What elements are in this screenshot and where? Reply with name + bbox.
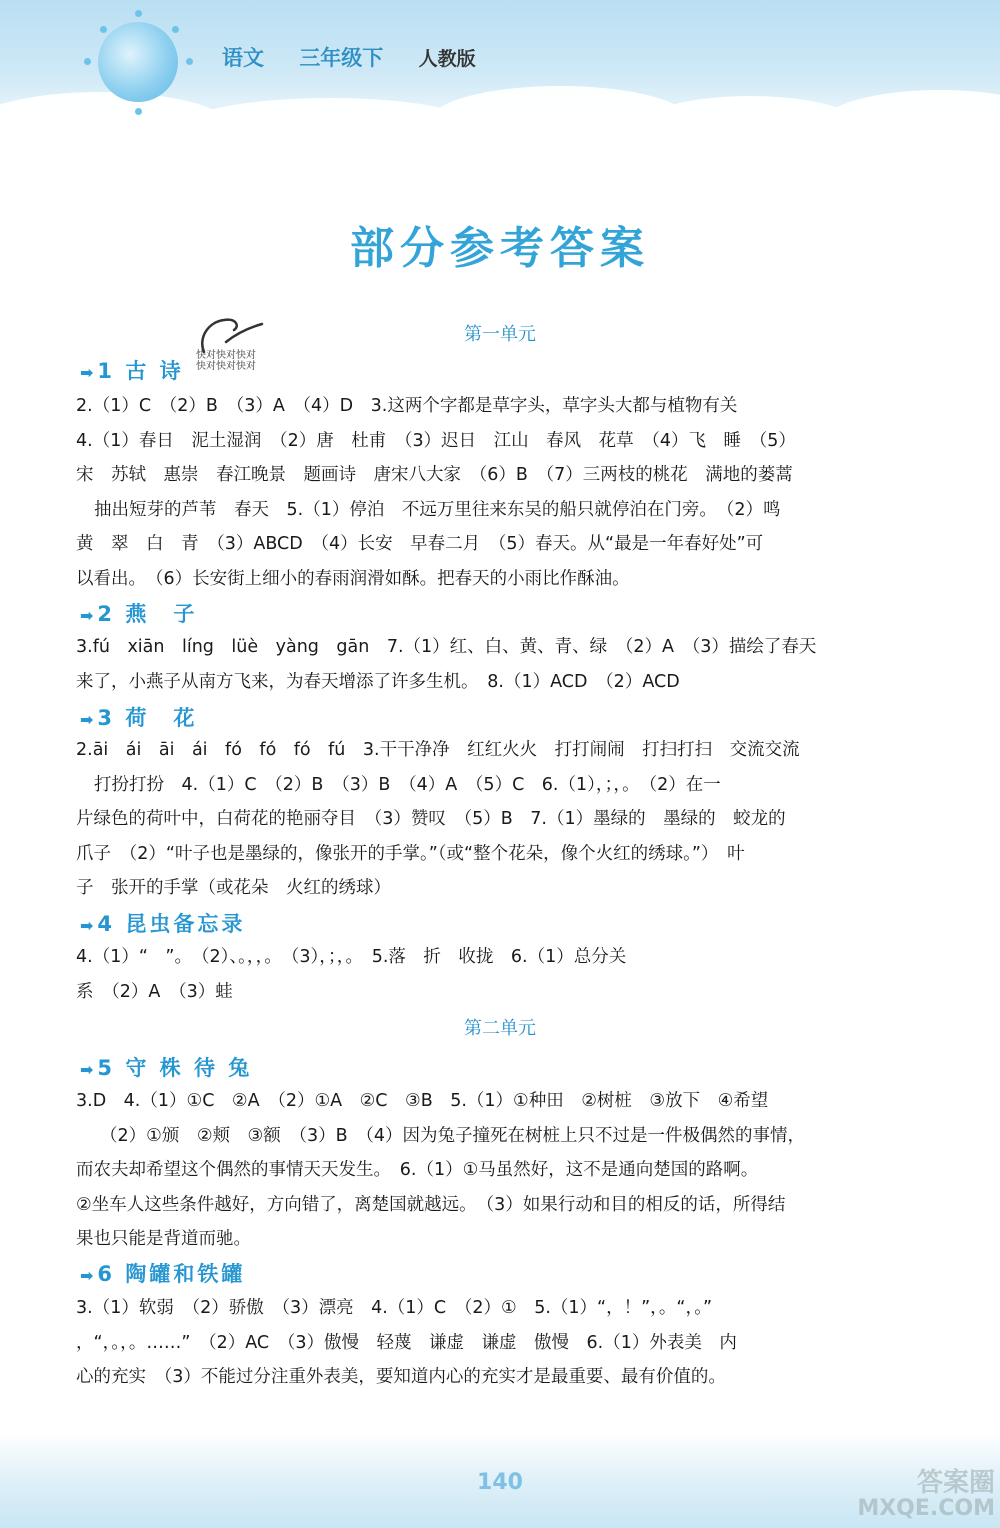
answer-block: 4.（1）“ ”。 （2）、。，，。 （3），；，。 5.落 折 收拢 6.（1）总分关 系 （2）A （3）蛙 [76,947,627,1002]
page-number: 140 [477,1470,523,1495]
answer-block: 3.D 4.（1）①C ②A （2）①A ②C ③B 5.（1）①种田 ②树桩 ③放下 ④希望 （2）①颁 ②颊 ③额 （3）B （4）因为兔子撞死在树桩上只不过是一件极偶然的事情， 而农夫却希望这个偶然的事情天天发生。 6.（1）①马虽然好，这不是通向楚国的路啊。 ②坐车人这些条件越好，方向错了，离楚国就越远。 （3）如果行动和目的相反的话，所得结 果也只能是背道而驰。 [76,1091,805,1249]
answer-block: 3.fú xiān líng lüè yàng gān 7.（1）红、白、黄、青、绿 （2）A （3）描绘了春天 来了，小燕子从南方飞来，为春天增添了许多生机。 8.（1）ACD （2）ACD [76,637,817,692]
unit-title: 第二单元 [464,1018,536,1039]
section-heading: ➡ 2 燕 子 [80,602,198,626]
page-title: 部分参考答案 [350,223,650,274]
sun-icon [98,22,178,102]
arrow-icon: ➡ [80,1060,94,1079]
answer-block: 3.（1）软弱 （2）骄傲 （3）漂亮 4.（1）C （2）① 5.（1）“，！”，。“，。” ，“，。，。……” （2）AC （3）傲慢 轻蔑 谦虚 谦虚 傲慢 6.（1）外表美 内 心的充实 （3）不能过分注重外表美，要知道内心的充实才是最重要、最有价值的。 [76,1298,737,1387]
arrow-icon: ➡ [80,916,94,935]
arrow-icon: ➡ [80,1266,94,1285]
watermark: 答案圈 MXQE.COM [857,1468,995,1521]
section-heading: ➡ 1 古 诗 [80,359,184,383]
section-heading: ➡ 4 昆虫备忘录 [80,912,246,936]
section-heading: ➡ 6 陶罐和铁罐 [80,1262,246,1286]
section-heading: ➡ 5 守 株 待 兔 [80,1056,253,1080]
section-heading: ➡ 3 荷 花 [80,706,198,730]
book-header [222,42,504,72]
subject-label: 语文 [222,46,264,70]
answer-block: 2.āi ái āi ái fó fó fó fú 3.干干净净 红红火火 打打闹闹 打扫打扫 交流交流 打扮打扮 4.（1）C （2）B （3）B （4）A （5）C 6.（1），；，。 （2）在一 片绿色的荷叶中，白荷花的艳丽夺目 （3）赞叹 （5）B 7.（1）墨绿的 墨绿的 蛟龙的 爪子 （2）“叶子也是墨绿的，像张开的手掌。”（或“整个花朵，像个火红的绣球。”） 叶 子 张开的手掌（或花朵 火红的绣球） [76,740,800,898]
edition-label: 人教版 [418,48,476,70]
grade-label: 三年级下 [299,46,384,70]
arrow-icon: ➡ [80,710,94,729]
arrow-icon: ➡ [80,363,94,382]
header-band [0,0,1000,135]
answer-block: 2.（1）C （2）B （3）A （4）D 3.这两个字都是草字头，草字头大都与植物有关 4.（1）春日 泥土湿润 （2）唐 杜甫 （3）迟日 江山 春风 花草 （4）飞 睡 （5） 宋 苏轼 惠崇 春江晚景 题画诗 唐宋八大家 （6）B （7）三两枝的桃花 满地的蒌蒿 抽出短芽的芦苇 春天 5.（1）停泊 不远万里往来东吴的船只就停泊在门旁。 （2）鸣 黄 翠 白 青 （3）ABCD （4）长安 早春二月 （5）春天。从“最是一年春好处”可 以看出。 （6）长安街上细小的春雨润滑如酥。把春天的小雨比作酥油。 [76,396,796,589]
unit-title: 第一单元 [464,324,536,345]
arrow-icon: ➡ [80,606,94,625]
stamp-text: 快对快对快对快对快对快对 [196,350,256,372]
